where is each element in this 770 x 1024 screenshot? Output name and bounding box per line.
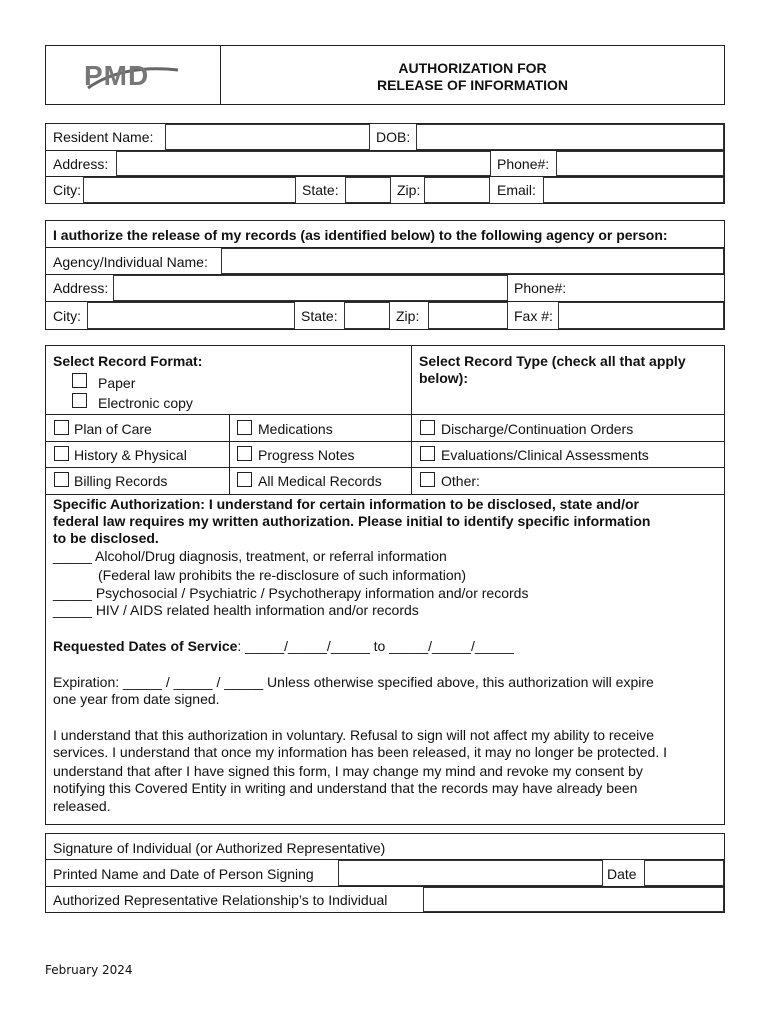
plan-of-care-label: Plan of Care xyxy=(74,421,152,437)
zip-field[interactable] xyxy=(424,177,490,203)
state-field[interactable] xyxy=(345,177,391,203)
recipient-address-field[interactable] xyxy=(113,275,508,301)
all-medical-records-checkbox[interactable] xyxy=(237,472,252,487)
plan-of-care-checkbox[interactable] xyxy=(54,420,69,435)
city-field[interactable] xyxy=(83,177,296,203)
other-label: Other: xyxy=(441,473,480,489)
phone-field[interactable] xyxy=(556,151,724,176)
statement-line: released. xyxy=(53,798,111,814)
federal-law-note: (Federal law prohibits the re-disclosure of such information) xyxy=(98,567,467,583)
recipient-state-label: State: xyxy=(301,308,338,324)
specific-heading-line2: federal law requires my written authorization. Please initial to identify specific information xyxy=(53,513,651,529)
agency-field[interactable] xyxy=(221,248,724,274)
evaluations-checkbox[interactable] xyxy=(420,446,435,461)
records-row-divider xyxy=(45,494,725,495)
dob-field[interactable] xyxy=(416,124,724,150)
resident-name-field[interactable] xyxy=(165,124,370,150)
records-row-divider xyxy=(45,441,725,442)
printed-name-label: Printed Name and Date of Person Signing xyxy=(53,866,314,882)
date-field[interactable] xyxy=(644,860,724,886)
discharge-orders-checkbox[interactable] xyxy=(420,420,435,435)
records-format-divider xyxy=(411,345,412,495)
email-field[interactable] xyxy=(543,177,724,203)
records-type-divider xyxy=(229,414,230,495)
city-label: City: xyxy=(53,182,81,198)
records-row-divider xyxy=(45,414,725,415)
recipient-fax-field[interactable] xyxy=(558,302,724,329)
recipient-phone-label: Phone#: xyxy=(514,280,567,296)
medications-checkbox[interactable] xyxy=(237,420,252,435)
dates-of-service-value: : _____/_____/_____ to _____/_____/_____ xyxy=(237,638,514,654)
progress-notes-checkbox[interactable] xyxy=(237,446,252,461)
type-heading-line1: Select Record Type (check all that apply xyxy=(419,353,686,369)
paper-checkbox[interactable] xyxy=(72,373,87,388)
all-medical-records-label: All Medical Records xyxy=(258,473,382,489)
date-label: Date xyxy=(607,866,637,882)
format-heading: Select Record Format: xyxy=(53,353,203,369)
records-row-divider xyxy=(45,467,725,468)
address-label: Address: xyxy=(53,156,109,172)
type-heading-line2: below): xyxy=(419,370,468,386)
recipient-state-field[interactable] xyxy=(344,302,390,329)
state-label: State: xyxy=(302,182,339,198)
progress-notes-label: Progress Notes xyxy=(258,447,355,463)
expiration-line1: Expiration: _____ / _____ / _____ Unless otherwise specified above, this authorization will expire xyxy=(53,674,654,690)
recipient-fax-label: Fax #: xyxy=(514,308,553,324)
electronic-checkbox[interactable] xyxy=(72,393,87,408)
statement-line: services. I understand that once my information has been released, it may no longer be protected. I xyxy=(53,744,668,760)
recipient-zip-field[interactable] xyxy=(428,302,508,329)
history-physical-label: History & Physical xyxy=(74,447,187,463)
recipient-city-field[interactable] xyxy=(87,302,295,329)
psychosocial-item: _____ Psychosocial / Psychiatric / Psychotherapy information and/or records xyxy=(53,585,529,601)
statement-line: notifying this Covered Entity in writing and understand that the records may have already been xyxy=(53,780,638,796)
discharge-orders-label: Discharge/Continuation Orders xyxy=(441,421,634,437)
billing-records-label: Billing Records xyxy=(74,473,168,489)
form-title-line2: RELEASE OF INFORMATION xyxy=(376,77,569,93)
address-field[interactable] xyxy=(116,151,491,176)
logo-text: PMD xyxy=(84,60,150,91)
evaluations-label: Evaluations/Clinical Assessments xyxy=(441,447,649,463)
alcohol-drug-item: _____ Alcohol/Drug diagnosis, treatment, or referral information xyxy=(53,548,447,564)
footer-date: February 2024 xyxy=(45,963,133,977)
dates-of-service xyxy=(53,638,514,654)
dob-label: DOB: xyxy=(376,129,411,145)
recipient-zip-label: Zip: xyxy=(396,308,420,324)
recipient-address-label: Address: xyxy=(53,280,109,296)
statement-line: understand that after I have signed this form, I may change my mind and revoke my consent by xyxy=(53,763,643,779)
email-label: Email: xyxy=(497,182,536,198)
hiv-aids-item: _____ HIV / AIDS related health information and/or records xyxy=(53,602,419,618)
form-title-line1: AUTHORIZATION FOR xyxy=(398,60,547,76)
paper-label: Paper xyxy=(98,375,136,391)
billing-records-checkbox[interactable] xyxy=(54,472,69,487)
relationship-label: Authorized Representative Relationship’s to Individual xyxy=(53,892,388,908)
logo xyxy=(82,58,182,92)
resident-name-label: Resident Name: xyxy=(53,129,154,145)
zip-label: Zip: xyxy=(397,182,421,198)
statement-line: I understand that this authorization in voluntary. Refusal to sign will not affect my ability to receive xyxy=(53,727,655,743)
relationship-field[interactable] xyxy=(423,887,724,912)
signature-label: Signature of Individual (or Authorized Representative) xyxy=(53,840,386,856)
printed-name-field[interactable] xyxy=(338,860,603,886)
electronic-label: Electronic copy xyxy=(98,395,193,411)
recipient-heading: I authorize the release of my records (as identified below) to the following agency or person: xyxy=(53,227,668,243)
medications-label: Medications xyxy=(258,421,333,437)
specific-heading-line1: Specific Authorization: I understand for certain information to be disclosed, state and/or xyxy=(53,496,639,512)
history-physical-checkbox[interactable] xyxy=(54,446,69,461)
specific-heading-line3: to be disclosed. xyxy=(53,530,159,546)
other-checkbox[interactable] xyxy=(420,472,435,487)
dates-of-service-label: Requested Dates of Service xyxy=(53,638,238,654)
expiration-line2: one year from date signed. xyxy=(53,691,220,707)
recipient-city-label: City: xyxy=(53,308,81,324)
agency-label: Agency/Individual Name: xyxy=(53,254,208,270)
phone-label: Phone#: xyxy=(497,156,550,172)
